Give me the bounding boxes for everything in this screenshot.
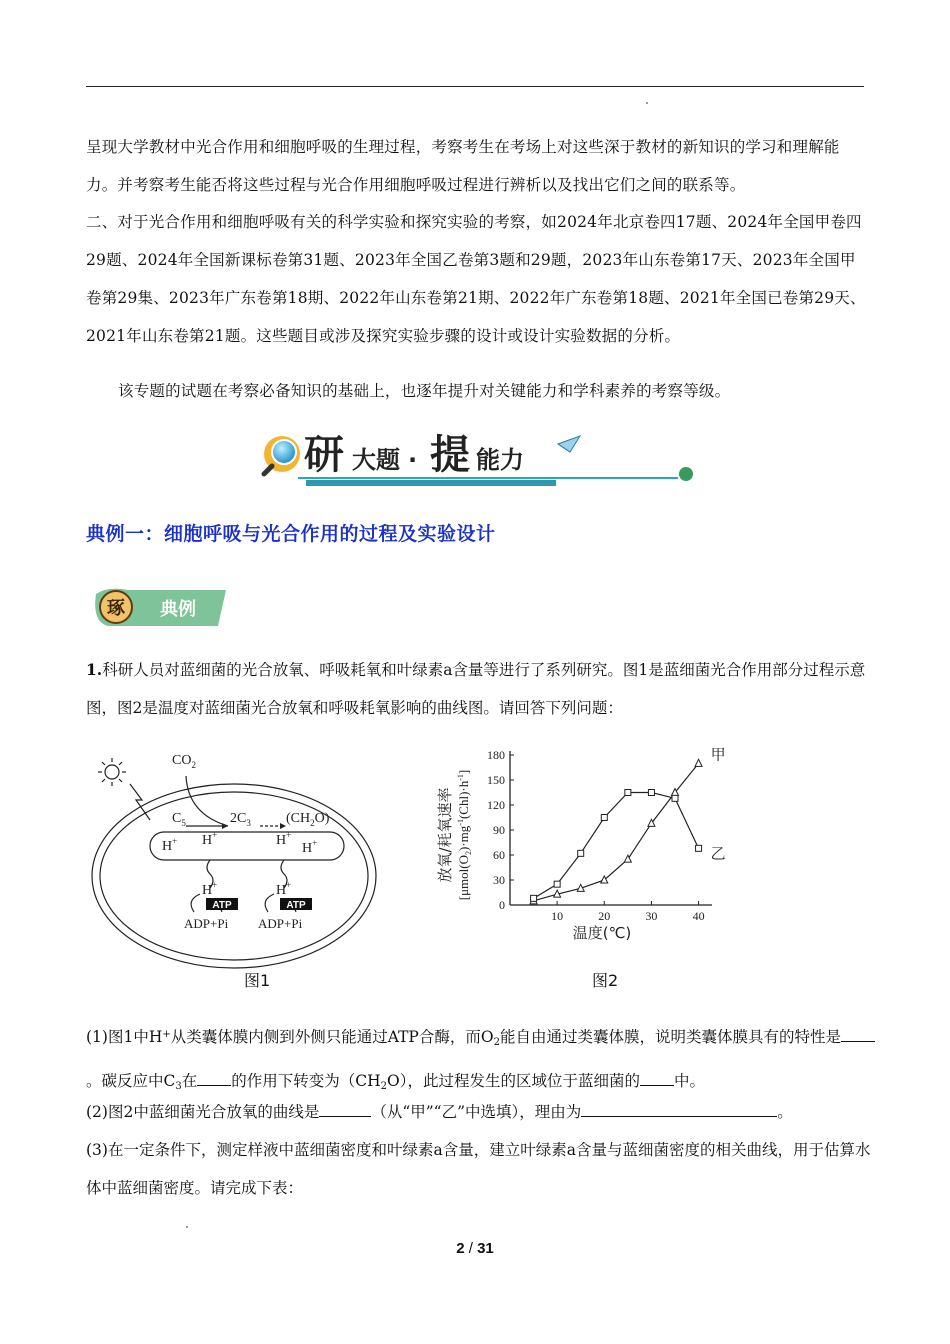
- x-tick-label: 10: [551, 909, 564, 923]
- figure-1-diagram: [90, 742, 400, 982]
- data-point-乙: [554, 881, 560, 887]
- intro-paragraph-1: 呈现大学教材中光合作用和细胞呼吸的生理过程，考察考生在考场上对这些深于教材的新知识的学习和理解能力。并考察考生能否将这些过程与光合作用细胞呼吸过程进行辨析以及找出它们之间的联系等。: [86, 138, 840, 194]
- sub-question-3: (3)在一定条件下，测定样液中蓝细菌密度和叶绿素a含量，建立叶绿素a含量与蓝细菌密度的相关曲线，用于估算水体中蓝细菌密度。请完成下表：: [86, 1141, 871, 1197]
- page-separator: /: [468, 1240, 473, 1257]
- svg-text:琢: 琢: [107, 598, 125, 619]
- figure-1-caption: 图1: [244, 971, 271, 990]
- svg-text:H+: H+: [162, 836, 178, 854]
- svg-text:ATP: ATP: [212, 900, 232, 911]
- y-tick-label: 0: [499, 898, 505, 912]
- svg-text:CO2: $CO_2$: [172, 753, 196, 770]
- y-tick-label: 150: [487, 773, 505, 787]
- svg-text:H+: H+: [276, 880, 292, 898]
- page-total: 31: [477, 1240, 494, 1257]
- sub-question-1: (1)图1中H+从类囊体膜内侧到外侧只能通过ATP合酶，而$O_2$能自由通过类囊体膜，说明类囊体膜具有的特性是。碳反应中$C_3$在 的作用下转变为$(CH_2O)$，此过程发生的区域位于蓝细菌的 中。: [86, 1016, 876, 1106]
- question-1: [86, 651, 866, 727]
- answer-blank-3[interactable]: [640, 1067, 674, 1086]
- page-footer: [0, 1240, 950, 1257]
- svg-text:H+: H+: [202, 830, 218, 848]
- question-text: 科研人员对蓝细菌的光合放氧、呼吸耗氧和叶绿素a含量等进行了系列研究。图1是蓝细菌光合作用部分过程示意图，图2是温度对蓝细菌光合放氧和呼吸耗氧影响的曲线图。请回答下列问题：: [86, 661, 866, 717]
- data-point-乙: [601, 815, 607, 821]
- data-point-乙: [672, 795, 678, 801]
- data-point-乙: [531, 895, 537, 901]
- answer-blank-5[interactable]: [581, 1098, 777, 1117]
- question-number: 1.: [86, 660, 103, 679]
- data-point-乙: [648, 790, 654, 796]
- magnifier-icon: [264, 436, 300, 474]
- speck: [186, 1226, 188, 1228]
- data-point-甲: [695, 759, 702, 766]
- svg-text:提: 提: [430, 431, 470, 478]
- intro-paragraph-3: 该专题的试题在考察必备知识的基础上，也逐年提升对关键能力和学科素养的考察等级。: [118, 382, 731, 400]
- y-tick-label: 180: [487, 748, 505, 762]
- dot-ornament-icon: [679, 467, 693, 481]
- svg-text:H+: H+: [202, 880, 218, 898]
- lightning-icon: [130, 784, 150, 820]
- sun-icon: [98, 758, 126, 786]
- svg-text:H+: H+: [276, 830, 292, 848]
- x-tick-label: 40: [692, 909, 705, 923]
- y-tick-label: 60: [493, 848, 505, 862]
- svg-text:典例: 典例: [160, 599, 196, 620]
- figure-2-caption: 图2: [592, 971, 619, 990]
- y-tick-label: 90: [493, 823, 505, 837]
- answer-blank-1[interactable]: [841, 1023, 875, 1042]
- svg-text:ATP: ATP: [286, 900, 306, 911]
- x-tick-label: 20: [598, 909, 611, 923]
- data-point-乙: [696, 845, 702, 851]
- svg-text:能力: 能力: [476, 446, 524, 474]
- section-heading: 典例一：细胞呼吸与光合作用的过程及实验设计: [86, 523, 496, 545]
- paper-plane-icon: [558, 436, 580, 452]
- svg-text:H+: H+: [302, 838, 318, 856]
- y-axis-unit: $[\mu mol(O_2)\cdot mg^{-1}(Chl)\cdot h^{-1}]$: [456, 769, 473, 901]
- series-label-甲: 甲: [710, 745, 726, 764]
- data-point-乙: [578, 850, 584, 856]
- y-tick-label: 30: [493, 873, 505, 887]
- svg-text:·: ·: [408, 446, 418, 474]
- example-tag: [88, 582, 232, 632]
- svg-text:ADP+Pi: ADP+Pi: [258, 916, 303, 931]
- answer-blank-4[interactable]: [319, 1098, 371, 1117]
- svg-text:研: 研: [304, 431, 344, 478]
- section-banner: [258, 422, 698, 500]
- answer-blank-2[interactable]: [197, 1067, 231, 1086]
- x-axis-label: 温度(℃): [572, 924, 632, 942]
- svg-text:ADP+Pi: ADP+Pi: [184, 916, 229, 931]
- x-tick-label: 30: [645, 909, 658, 923]
- series-label-乙: 乙: [710, 844, 726, 863]
- svg-text:2C3: $2C_3$: [230, 811, 251, 828]
- sub-question-2: (2)图2中蓝细菌光合放氧的曲线是 （从“甲”“乙”中选填），理由为 。: [86, 1093, 876, 1131]
- series-line-甲: [534, 763, 699, 901]
- data-point-乙: [625, 790, 631, 796]
- y-axis-label: 放氧/耗氧速率: [436, 787, 454, 883]
- y-tick-label: 120: [487, 798, 505, 812]
- speck: [646, 102, 648, 104]
- intro-paragraph-2: 二、对于光合作用和细胞呼吸有关的科学实验和探究实验的考察，如2024年北京卷四17题、2024年全国甲卷四29题、2024年全国新课标卷第31题、2023年全国乙卷第3题和29题，2023年山东卷第17天、2023年全国甲卷第29集、2023年广东卷第18期、2022年山东卷第21期、2022年广东卷第18题、2021年全国已卷第29天、2021年山东卷第21题。这些题目或涉及探究实验步骤的设计或设计实验数据的分析。: [86, 213, 866, 345]
- co2-arrow: [186, 776, 228, 826]
- svg-text:(CH2O): $(CH_2O)$: [286, 811, 330, 828]
- header-rule: [86, 86, 864, 87]
- svg-text:大题: 大题: [352, 446, 400, 474]
- figure-2-chart: [430, 740, 760, 990]
- svg-text:C5: $C_5$: [172, 811, 186, 828]
- page-number: 2: [456, 1240, 465, 1257]
